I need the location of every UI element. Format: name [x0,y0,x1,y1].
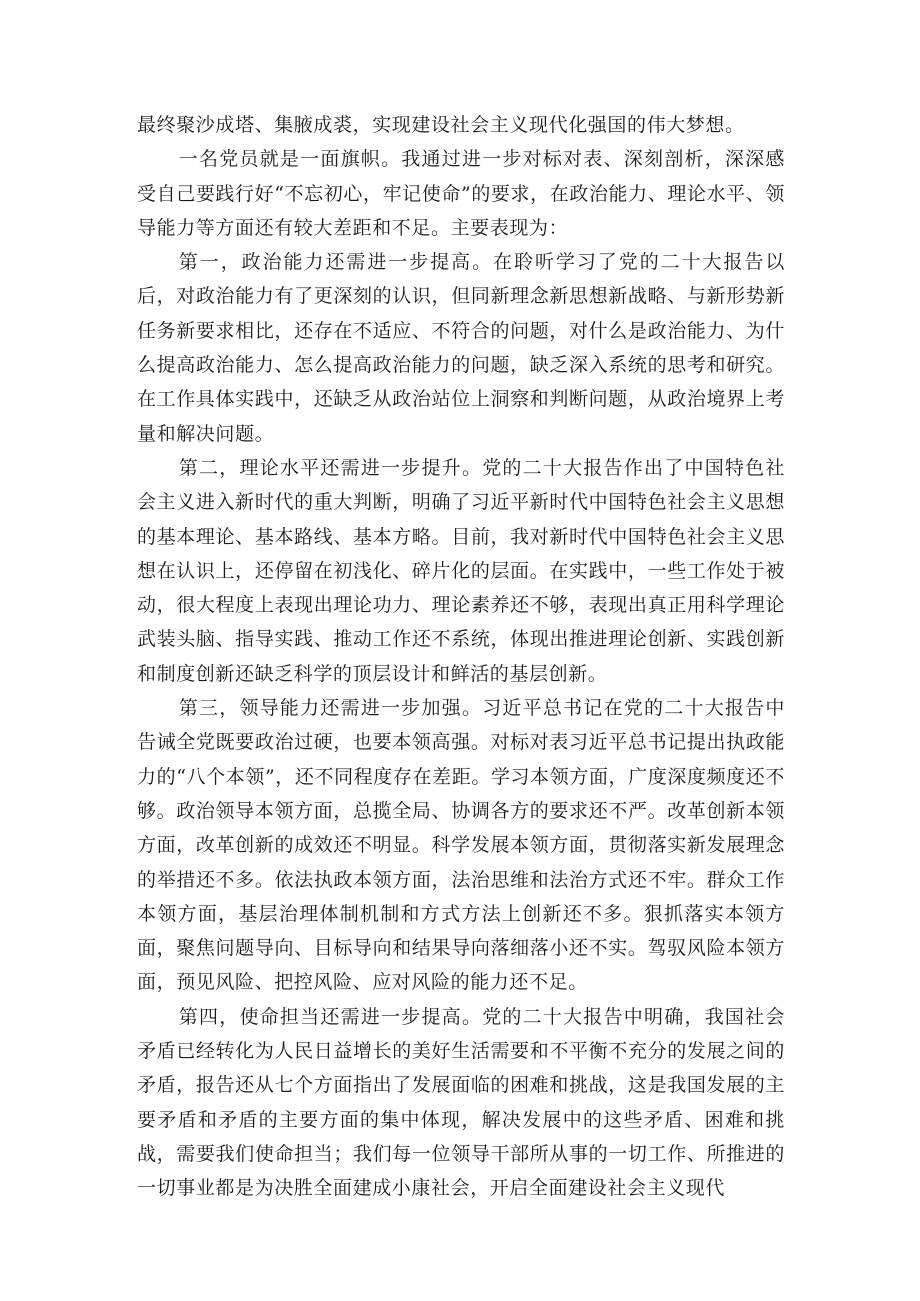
document-page [137,108,785,1206]
paragraph-point-two: 第二，理论水平还需进一步提升。党的二十大报告作出了中国特色社会主义进入新时代的重大判断，明确了习近平新时代中国特色社会主义思想的基本理论、基本路线、基本方略。目前，我对新时代中国特色社会主义思想在认识上，还停留在初浅化、碎片化的层面。在实践中，一些工作处于被动，很大程度上表现出理论功力、理论素养还不够，表现出真正用科学理论武装头脑、指导实践、推动工作还不系统，体现出推进理论创新、实践创新和制度创新还缺乏科学的顶层设计和鲜活的基层创新。 [137,456,785,685]
paragraph-point-three: 第三，领导能力还需进一步加强。习近平总书记在党的二十大报告中告诫全党既要政治过硬，也要本领高强。对标对表习近平总书记提出执政能力的“八个本领”，还不同程度存在差距。学习本领方面，广度深度频度还不够。政治领导本领方面，总揽全局、协调各方的要求还不严。改革创新本领方面，改革创新的成效还不明显。科学发展本领方面，贯彻落实新发展理念的举措还不多。依法执政本领方面，法治思维和法治方式还不牢。群众工作本领方面，基层治理体制机制和方式方法上创新还不多。狠抓落实本领方面，聚焦问题导向、目标导向和结果导向落细落小还不实。驾驭风险本领方面，预见风险、把控风险、应对风险的能力还不足。 [137,697,785,994]
paragraph-intro: 一名党员就是一面旗帜。我通过进一步对标对表、深刻剖析，深深感受自己要践行好“不忘初心，牢记使命”的要求，在政治能力、理论水平、领导能力等方面还有较大差距和不足。主要表现为： [137,148,785,239]
paragraph-point-four: 第四，使命担当还需进一步提高。党的二十大报告中明确，我国社会矛盾已经转化为人民日益增长的美好生活需要和不平衡不充分的发展之间的矛盾，报告还从七个方面指出了发展面临的困难和挑战，这是我国发展的主要矛盾和矛盾的主要方面的集中体现，解决发展中的这些矛盾、困难和挑战，需要我们使命担当；我们每一位领导干部所从事的一切工作、所推进的一切事业都是为决胜全面建成小康社会，开启全面建设社会主义现代 [137,1005,785,1200]
paragraph-point-one: 第一，政治能力还需进一步提高。在聆听学习了党的二十大报告以后，对政治能力有了更深刻的认识，但同新理念新思想新战略、与新形势新任务新要求相比，还存在不适应、不符合的问题，对什么是政治能力、为什么提高政治能力、怎么提高政治能力的问题，缺乏深入系统的思考和研究。在工作具体实践中，还缺乏从政治站位上洞察和判断问题，从政治境界上考量和解决问题。 [137,251,785,445]
paragraph-continuation: 最终聚沙成塔、集腋成裘，实现建设社会主义现代化强国的伟大梦想。 [137,114,745,136]
